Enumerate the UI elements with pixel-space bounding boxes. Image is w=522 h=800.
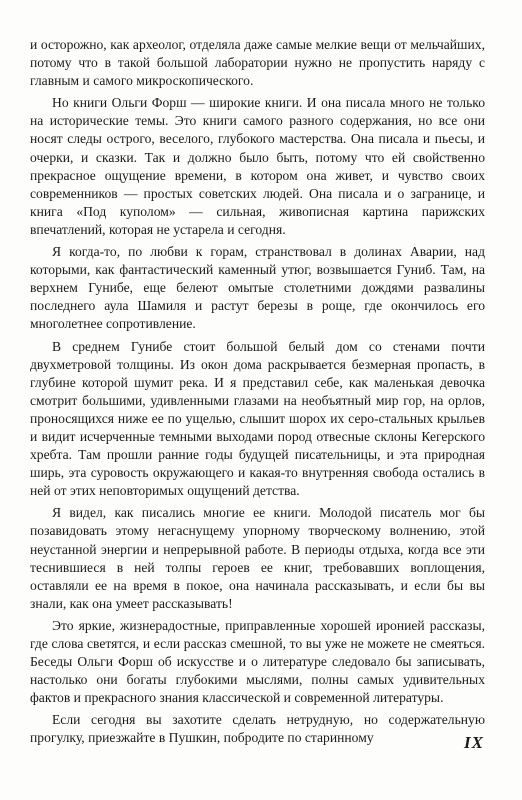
paragraph: Это яркие, жизнерадостные, приправленные хорошей иронией рассказы, где слова светятся, и если рассказ смешной, то вы уже не можете не смеяться. Беседы Ольги Форш об искусстве и о литературе следовало бы записывать, настолько они богаты глубокими мыслями, полны самых удивительных фактов и прекрасного знания классической и современной литературы.: [30, 617, 485, 706]
paragraph: Я когда-то, по любви к горам, странствовал в долинах Аварии, над которыми, как фантастический каменный утюг, возвышается Гуниб. Там, на верхнем Гунибе, еще белеют омытые столетними дождями развалины последнего аула Шамиля и растут березы в роще, где окончилось его многолетнее сопротивление.: [30, 244, 485, 332]
paragraph: Но книги Ольги Форш — широкие книги. И она писала много не только на исторические темы. Это книги самого разного содержания, но все они носят следы острого, веселого, глубокого мастерства. Она писала и пьесы, и очерки, и сказки. Так и должно было быть, потому что ей свойственно прекрасное ощущение времени, в котором она живет, и чувство своих современников — простых советских людей. Она писала и о загранице, и книга «Под куполом» — сильная, живописная картина парижских впечатлений, которая не устарела и сегодня.: [30, 95, 485, 237]
text-column: [30, 36, 485, 752]
paragraph: и осторожно, как археолог, отделяла даже самые мелкие вещи от мельчайших, потому что в такой большой лаборатории нужно не пропустить наряду с главным и самого микроскопического.: [30, 37, 485, 89]
paragraph: В среднем Гунибе стоит большой белый дом со стенами почти двухметровой толщины. Из окон дома раскрывается безмерная пропасть, в глубине которой шумит река. И я представил себе, как маленькая девочка смотрит большими, удивленными глазами на необъятный мир гор, на орлов, проносящихся ниже ее по ущелью, слышит шорох их серо-стальных крыльев и видит исчерченные темными выходами пород отвесные склоны Кегерского хребта. Там прошли ранние годы будущей писательницы, и эта природная ширь, эта суровость окружающего и какая-то внутренняя свобода остались в ней от этих неповторимых ощущений детства.: [30, 338, 485, 499]
page-number: IX: [464, 733, 484, 752]
paragraph: Если сегодня вы захотите сделать нетрудную, но содержательную прогулку, приезжайте в Пушкин, побродите по старинному: [30, 712, 485, 746]
paragraph: Я видел, как писались многие ее книги. Молодой писатель мог бы позавидовать этому негаснущему упорному творческому волнению, этой неустанной энергии и непрерывной работе. В периоды отдыха, когда все эти теснившиеся в ней толпы героев ее книг, требовавших воплощения, оставляли ее на время в покое, она начинала рассказывать, и если бы вы знали, как она умеет рассказывать!: [30, 505, 485, 611]
